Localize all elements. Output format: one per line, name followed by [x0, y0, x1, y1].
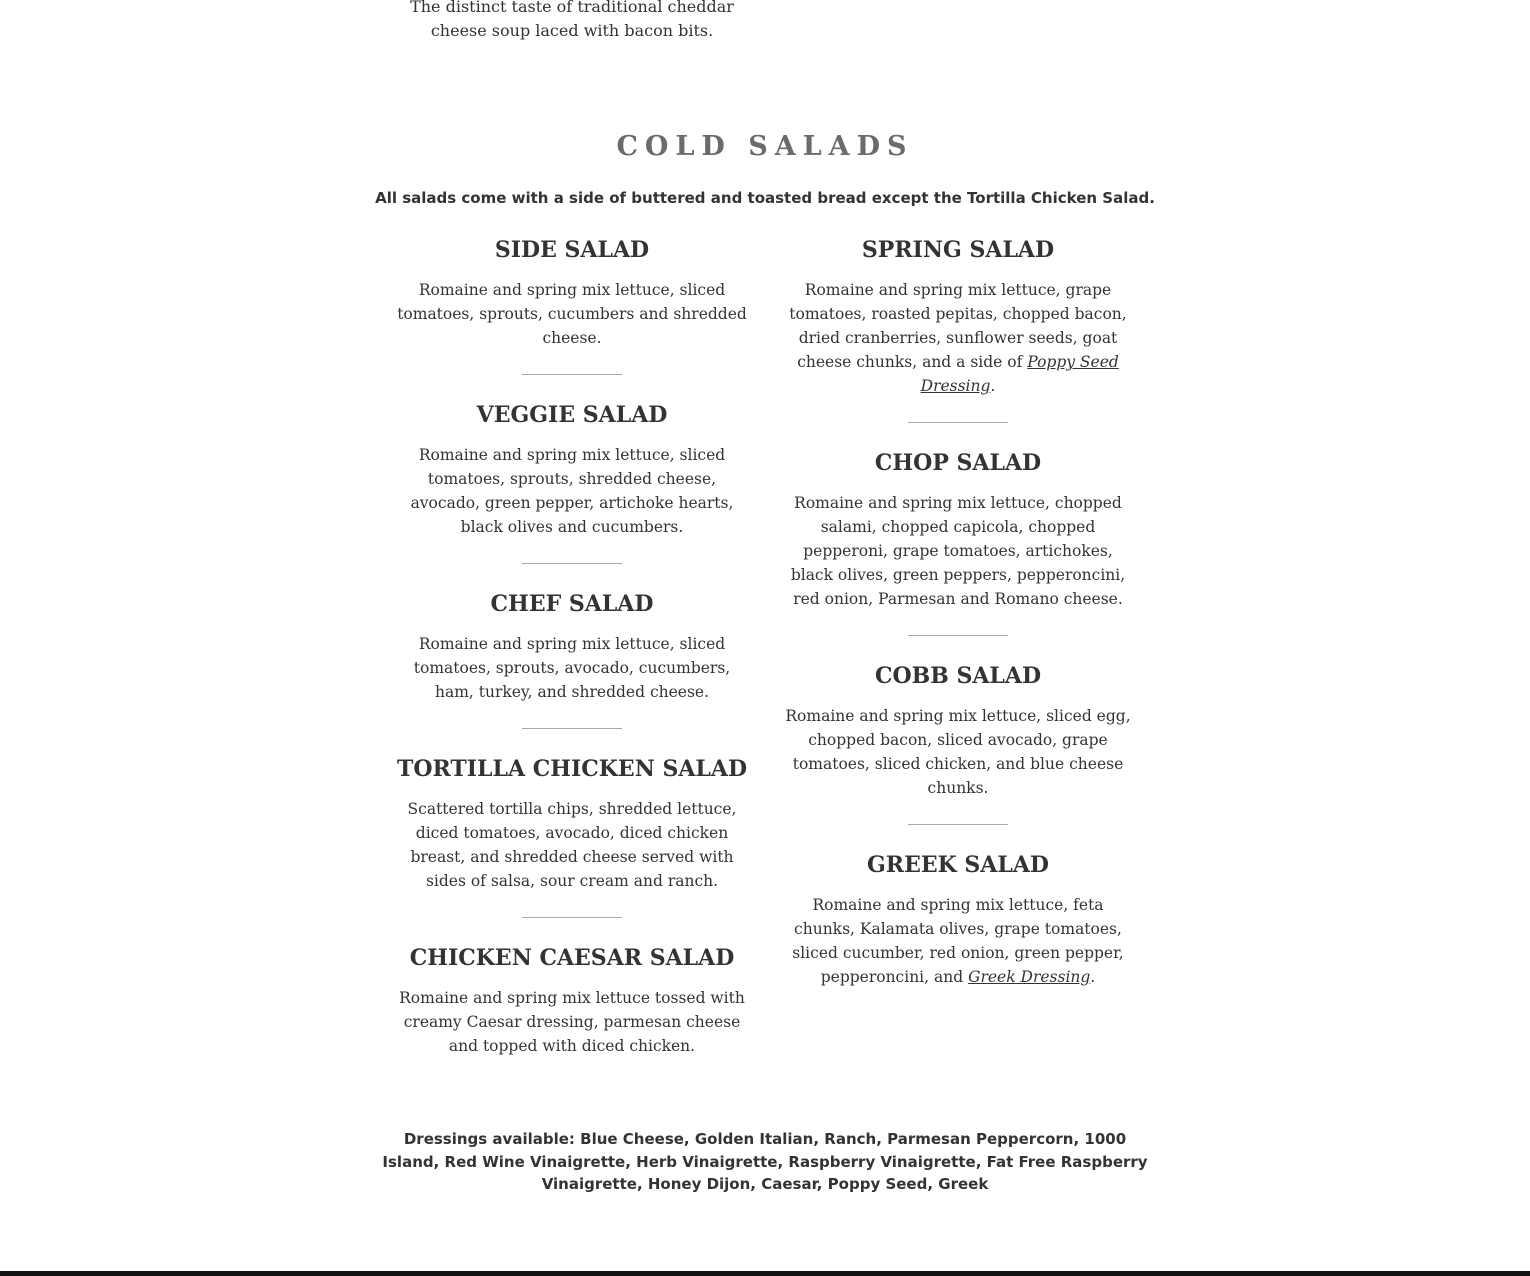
- left-column: [393, 234, 751, 1058]
- menu-item-title: VEGGIE SALAD: [476, 402, 668, 428]
- divider: [522, 563, 622, 564]
- divider: [908, 824, 1008, 825]
- menu-item-spring-salad: [779, 234, 1137, 398]
- menu-item-title: TORTILLA CHICKEN SALAD: [396, 756, 748, 782]
- menu-item-title: SIDE SALAD: [494, 237, 650, 263]
- menu-item-title: SPRING SALAD: [861, 237, 1055, 263]
- divider: [522, 917, 622, 918]
- menu-item-tortilla-chicken-salad: [393, 753, 751, 893]
- footer-bar: [0, 1271, 1530, 1276]
- menu-item-description: [779, 278, 1137, 398]
- description-text: Romaine and spring mix lettuce, feta chunks, Kalamata olives, grape tomatoes, sliced cucumber, red onion, green pepper, pepperoncini, and: [792, 896, 1124, 986]
- menu-item-description: Romaine and spring mix lettuce, sliced tomatoes, sprouts, shredded cheese, avocado, green pepper, artichoke hearts, black olives and cucumbers.: [410, 446, 734, 536]
- divider: [908, 422, 1008, 423]
- menu-item-title: GREEK SALAD: [867, 852, 1049, 878]
- description-text: Romaine and spring mix lettuce, grape tomatoes, roasted pepitas, chopped bacon, dried cranberries, sunflower seeds, goat cheese chunks, and a side of: [789, 281, 1127, 371]
- section-title: COLD SALADS: [616, 131, 914, 162]
- menu-item-title: CHOP SALAD: [874, 450, 1042, 476]
- greek-dressing-link[interactable]: Greek Dressing: [968, 968, 1091, 986]
- dressings-available: Dressings available: Blue Cheese, Golden Italian, Ranch, Parmesan Peppercorn, 1000 Island, Red Wine Vinaigrette, Herb Vinaigrette, Raspberry Vinaigrette, Fat Free Raspberry Vinaigrette, Honey Dijon, Caesar, Poppy Seed, Greek: [382, 1130, 1148, 1193]
- menu-item-description: Scattered tortilla chips, shredded lettuce, diced tomatoes, avocado, diced chicken breast, and shredded cheese served with sides of salsa, sour cream and ranch.: [407, 800, 737, 890]
- menu-item-description: Romaine and spring mix lettuce, sliced tomatoes, sprouts, avocado, cucumbers, ham, turkey, and shredded cheese.: [413, 635, 731, 701]
- menu-item-chicken-caesar-salad: [393, 942, 751, 1058]
- description-suffix: .: [990, 377, 996, 395]
- menu-item-title: COBB SALAD: [874, 663, 1042, 689]
- menu-item-title: CHICKEN CAESAR SALAD: [409, 945, 735, 971]
- section-intro: All salads come with a side of buttered and toasted bread except the Tortilla Chicken Salad.: [375, 189, 1155, 207]
- menu-item-description: Romaine and spring mix lettuce, sliced egg, chopped bacon, sliced avocado, grape tomatoes, sliced chicken, and blue cheese chunks.: [785, 707, 1131, 797]
- previous-item-description: The distinct taste of traditional cheddar cheese soup laced with bacon bits.: [410, 0, 734, 40]
- menu-item-description: Romaine and spring mix lettuce tossed with creamy Caesar dressing, parmesan cheese and topped with diced chicken.: [399, 989, 745, 1055]
- menu-item-description: Romaine and spring mix lettuce, sliced tomatoes, sprouts, cucumbers and shredded cheese.: [397, 281, 747, 347]
- description-suffix: .: [1090, 968, 1096, 986]
- menu-item-chef-salad: [393, 588, 751, 704]
- menu-item-chop-salad: [779, 447, 1137, 611]
- menu-item-description: Romaine and spring mix lettuce, chopped salami, chopped capicola, chopped pepperoni, grape tomatoes, artichokes, black olives, green peppers, pepperoncini, red onion, Parmesan and Romano cheese.: [790, 494, 1126, 608]
- menu-item-side-salad: [393, 234, 751, 350]
- poppy-seed-dressing-link[interactable]: Poppy Seed Dressing: [920, 353, 1119, 395]
- menu-item-cobb-salad: [779, 660, 1137, 800]
- menu-item-description: [779, 893, 1137, 989]
- right-column: [779, 234, 1137, 989]
- menu-item-veggie-salad: [393, 399, 751, 539]
- menu-item-title: CHEF SALAD: [490, 591, 654, 617]
- divider: [522, 728, 622, 729]
- menu-item-greek-salad: [779, 849, 1137, 989]
- divider: [908, 635, 1008, 636]
- divider: [522, 374, 622, 375]
